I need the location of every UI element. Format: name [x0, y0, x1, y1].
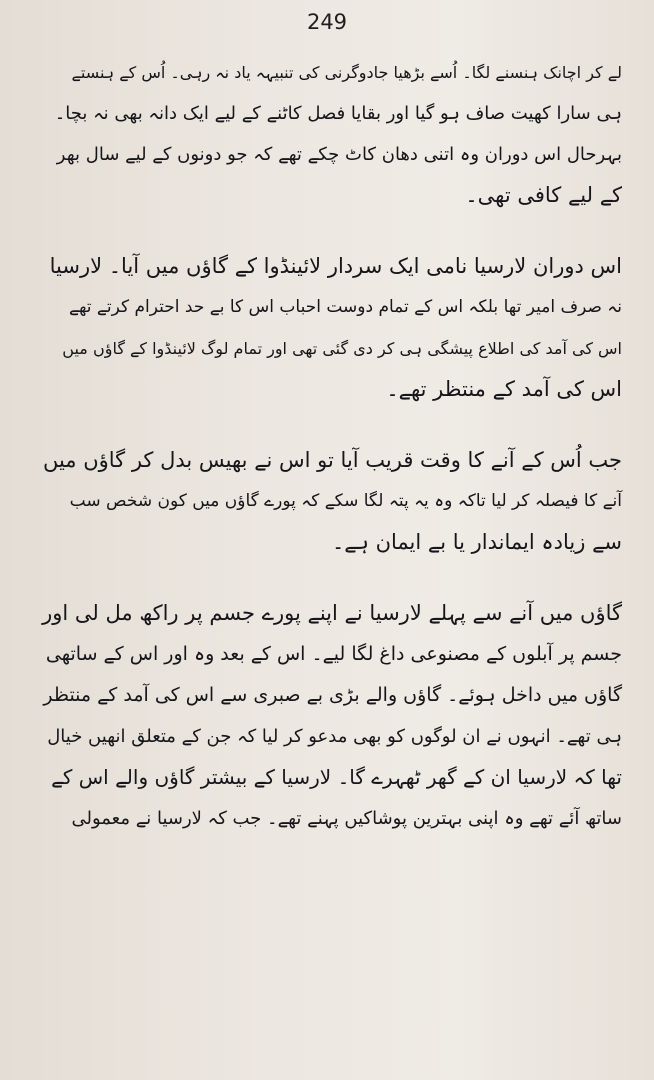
text-line: جب اُس کے آنے کا وقت قریب آیا تو اس نے بھیس بدل کر گاؤں میں	[42, 448, 622, 472]
text-line: جسم پر آبلوں کے مصنوعی داغ لگا لیے۔ اس کے بعد وہ اور اس کے ساتھی	[45, 643, 622, 665]
paragraph	[42, 52, 622, 216]
text-line: سے زیادہ ایماندار یا بے ایمان ہے۔	[331, 530, 622, 554]
text-line: نہ صرف امیر تھا بلکہ اس کے تمام دوست احباب اس کا بے حد احترام کرتے تھے	[69, 297, 622, 317]
page-text	[42, 52, 622, 839]
paragraph	[42, 246, 622, 410]
text-line: بہرحال اس دوران وہ اتنی دھان کاٹ چکے تھے کہ جو دونوں کے لیے سال بھر	[56, 144, 622, 165]
paragraph	[42, 440, 622, 563]
text-line: ہی تھے۔ انہوں نے ان لوگوں کو بھی مدعو کر لیا کہ جن کے متعلق انھیں خیال	[47, 726, 622, 747]
page-number: 249	[306, 10, 348, 34]
text-line: اس دوران لارسیا نامی ایک سردار لائینڈوا کے گاؤں میں آیا۔ لارسیا	[49, 254, 622, 278]
text-line: گاؤں میں داخل ہوئے۔ گاؤں والے بڑی بے صبری سے اس کی آمد کے منتظر	[43, 684, 622, 706]
text-line: آنے کا فیصلہ کر لیا تاکہ وہ یہ پتہ لگا سکے کہ پورے گاؤں میں کون شخص سب	[69, 491, 622, 511]
text-line: تھا کہ لارسیا ان کے گھر ٹھہرے گا۔ لارسیا کے بیشتر گاؤں والے اس کے	[51, 765, 622, 789]
text-line: ہی سارا کھیت صاف ہو گیا اور بقایا فصل کاٹنے کے لیے ایک دانہ بھی نہ بچا۔	[54, 103, 622, 124]
text-line: اس کی آمد کے منتظر تھے۔	[386, 377, 622, 401]
text-line: کے لیے کافی تھی۔	[465, 183, 622, 207]
text-line: اس کی آمد کی اطلاع پیشگی ہی کر دی گئی تھی اور تمام لوگ لائینڈوا کے گاؤں میں	[62, 339, 622, 358]
paragraph	[42, 593, 622, 839]
text-line: ساتھ آئے تھے وہ اپنی بہترین پوشاکیں پہنے تھے۔ جب کہ لارسیا نے معمولی	[71, 808, 622, 829]
text-line: لے کر اچانک ہنسنے لگا۔ اُسے بڑھیا جادوگرنی کی تنبیہہ یاد نہ رہی۔ اُس کے ہنستے	[71, 63, 622, 82]
text-line: گاؤں میں آنے سے پہلے لارسیا نے اپنے پورے جسم پر راکھ مل لی اور	[42, 601, 622, 625]
